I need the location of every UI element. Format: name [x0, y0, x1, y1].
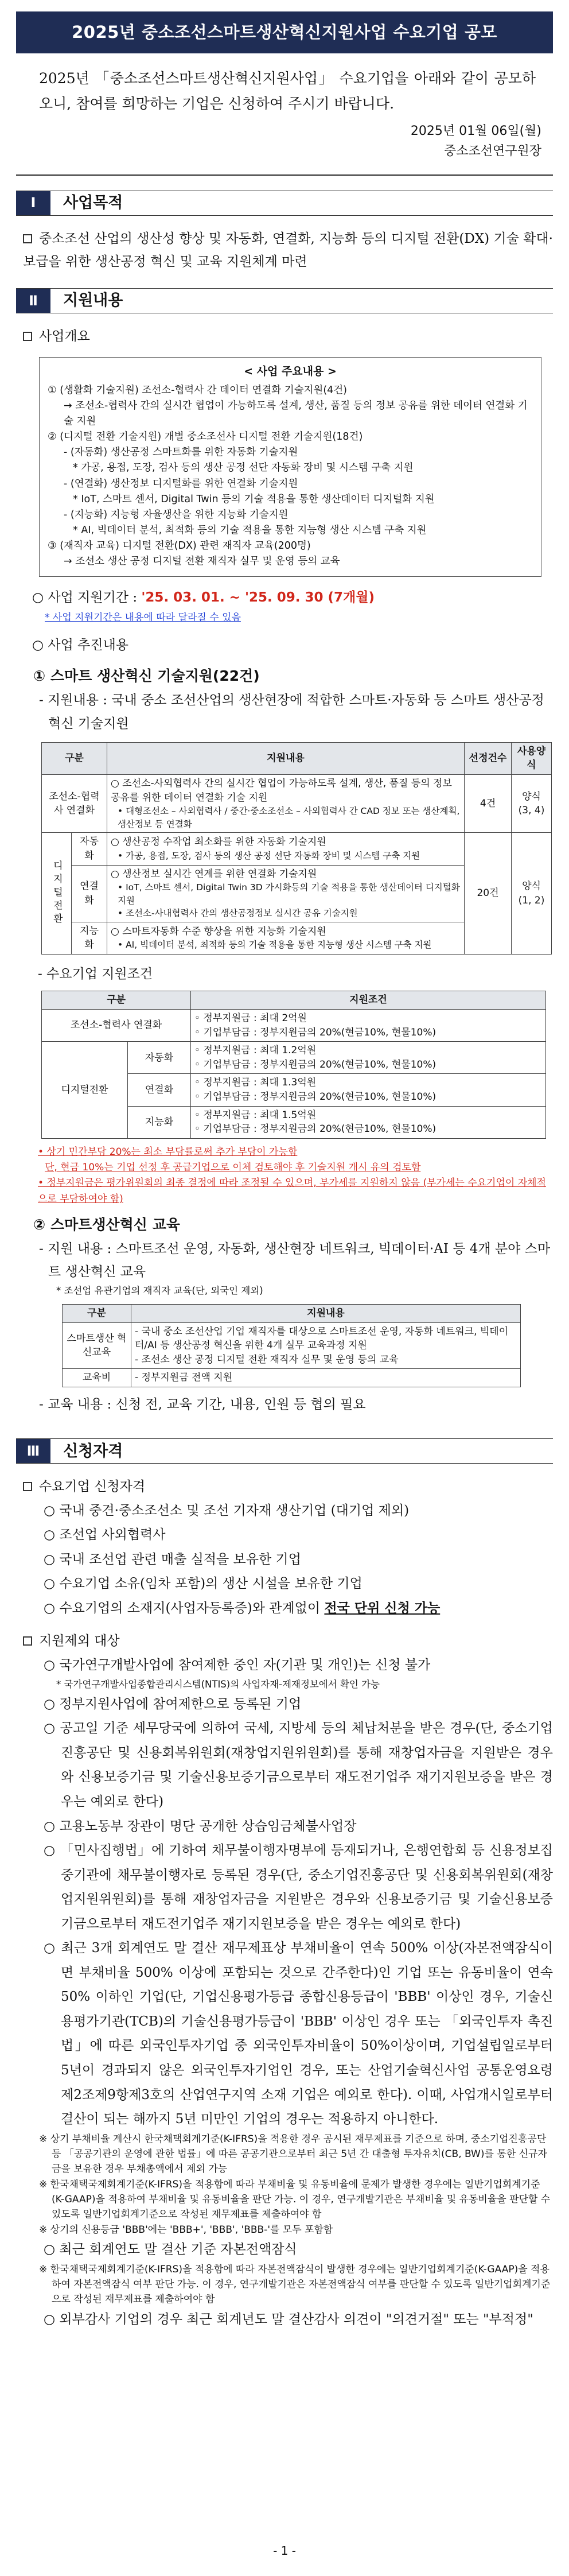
announce-org: 중소조선연구원장 — [443, 143, 541, 158]
conditions-heading: - 수요기업 지원조건 — [38, 966, 153, 981]
circle-bullet-icon: ○ — [44, 1657, 60, 1673]
support-note: 단, 현금 10%는 기업 선정 후 공급기업으로 이체 검토해야 후 기술지원 개시 유의 검토함 — [45, 1162, 421, 1174]
table-row — [42, 1009, 546, 1041]
item1-desc: - 지원내용 : 국내 중소 조선산업의 생산현장에 적합한 스마트·자동화 등 스마트 생산공정 혁신 기술지원 — [39, 693, 544, 731]
table-header: 구분 — [63, 1304, 131, 1322]
period-note: * 사업 지원기간은 내용에 따라 달라질 수 있음 — [45, 611, 241, 623]
summary-line: - (지능화) 지능형 자율생산을 위한 지능화 기술지원 — [64, 509, 289, 521]
section-title: 사업목적 — [63, 193, 123, 212]
summary-line: * 가공, 용접, 도장, 검사 등의 생산 공정 선단 자동화 장비 및 시스템 구축 지원 — [73, 462, 414, 474]
period-line: ○ 사업 지원기간 : '25. 03. 01. ~ '25. 09. 30 (7개월) — [32, 590, 375, 606]
exclusion-item: ○ 최근 회계연도 말 결산 기준 자본전액잠식 — [44, 2242, 297, 2257]
cell-line: ○ 스마트자동화 수준 향상을 위한 지능화 기술지원 — [111, 925, 326, 937]
eligibility-highlight: 전국 단위 신청 가능 — [324, 1600, 441, 1616]
summary-line: * AI, 빅데이터 분석, 최적화 등의 기술 적용을 통한 지능형 생산 시스템 구축 지원 — [73, 524, 427, 536]
cell-line: • 대형조선소 – 사외협력사 / 중간·중소조선소 – 사외협력사 간 CAD 정보 또는 생산계획, 생산정보 등 연결화 — [118, 806, 460, 829]
summary-line: ② (디지털 전환 기술지원) 개별 중소조선사 디지털 전환 기술지원(18건) — [48, 431, 363, 443]
summary-line: - (자동화) 생산공정 스마트화를 위한 자동화 기술지원 — [64, 447, 298, 459]
table-cell: 스마트생산 혁신교육 — [63, 1322, 131, 1369]
summary-line: ① (생활화 기술지원) 조선소-협력사 간 데이터 연결화 기술지원(4건) — [48, 384, 348, 396]
table-header-row — [42, 742, 552, 774]
exclusion-heading: 지원제외 대상 — [16, 1630, 553, 1652]
cell-line: ◦ 정부지원금 : 최대 1.2억원 — [194, 1045, 317, 1057]
table-cell: 지능화 — [128, 1106, 191, 1138]
item2-desc: - 지원 내용 : 스마트조선 운영, 자동화, 생산현장 네트워크, 빅데이터·AI 등 4개 분야 스마트 생산혁신 교육 — [39, 1241, 551, 1280]
circle-bullet-icon: ○ — [44, 1600, 60, 1616]
table-cell: 양식 (3, 4) — [512, 775, 552, 833]
cell-line: ○ 조선소-사외협력사 간의 실시간 협업이 가능하도록 설계, 생산, 품질 등의 정보 공유를 위한 데이터 연결화 기술 지원 — [111, 778, 452, 804]
table-cell — [131, 1369, 521, 1387]
circle-bullet-icon: ○ — [44, 1843, 60, 1859]
summary-heading: < 사업 주요내용 > — [244, 365, 337, 378]
table-cell: 4건 — [465, 775, 512, 833]
eligibility-heading: 수요기업 신청자격 — [16, 1475, 553, 1498]
circle-bullet-icon: ○ — [44, 1576, 60, 1592]
table-row — [42, 775, 552, 833]
reference-note: ※ 상기의 신용등급 'BBB'에는 'BBB+', 'BBB', 'BBB-'를 모두 포함함 — [39, 2224, 333, 2236]
exclusion-item: ○ 국가연구개발사업에 참여제한 중인 자(기관 및 개인)는 신청 불가 — [44, 1657, 431, 1673]
exclusion-item: ○ 고용노동부 장관이 명단 공개한 상습임금체불사업장 — [44, 1818, 357, 1834]
table-cell: 지능화 — [72, 922, 107, 954]
circle-bullet-icon: ○ — [44, 1527, 60, 1543]
section-number: Ⅰ — [16, 191, 50, 215]
square-bullet-icon — [23, 234, 32, 243]
cell-line: ◦ 기업부담금 : 정부지원금의 20%(현금10%, 현물10%) — [194, 1091, 437, 1103]
cell-line: ◦ 기업부담금 : 정부지원금의 20%(현금10%, 현물10%) — [194, 1026, 437, 1038]
section-title: 신청자격 — [63, 1442, 123, 1460]
table-header: 사용양식 — [512, 742, 552, 774]
intro-text: 2025년 「중소조선스마트생산혁신지원사업」 수요기업을 아래와 같이 공모하오니, 참여를 희망하는 기업은 신청하여 주시기 바랍니다. — [39, 69, 536, 112]
reference-note: ※ 한국채택국제회계기준(K-IFRS)을 적용함에 따라 자본전액잠식이 발생한 경우에는 일반기업회계기준(K-GAAP)을 적용하여 자본전액잠식 여부 판단 가능. 이 경우, 연구개발기관은 자본전액잠식 여부를 판단할 수 있도록 일반기업회계기준으로 작성된 재무제표를 제출하여야 함 — [39, 2263, 551, 2306]
cell-line: • 조선소-사내협력사 간의 생산공정정보 실시간 공유 기술지원 — [118, 908, 358, 919]
circle-bullet-icon: ○ — [44, 1721, 60, 1736]
circle-bullet-icon: ○ — [44, 1818, 60, 1834]
circle-bullet-icon: ○ — [44, 1941, 61, 1956]
cell-line: ◦ 정부지원금 : 최대 1.5억원 — [194, 1109, 317, 1121]
section-number: Ⅲ — [16, 1439, 50, 1463]
circle-bullet-icon: ○ — [44, 1696, 60, 1712]
cell-line: • 가공, 용접, 도장, 검사 등의 생산 공정 선단 자동화 장비 및 시스템 구축 지원 — [118, 851, 420, 861]
section-header-purpose — [16, 191, 553, 216]
table-row — [42, 1042, 546, 1074]
circle-bullet-icon: ○ — [44, 2242, 60, 2257]
table-cell — [191, 1009, 546, 1041]
conditions-table — [41, 991, 546, 1139]
item2-note: * 조선업 유관기업의 재직자 교육(단, 외국인 제외) — [56, 1285, 263, 1297]
item2-content: - 교육 내용 : 신청 전, 교육 기간, 내용, 인원 등 협의 필요 — [39, 1397, 366, 1413]
summary-line: - (연결화) 생산정보 디지털화를 위한 연결화 기술지원 — [64, 478, 298, 490]
table-cell: 자동화 — [72, 833, 107, 865]
table-row — [63, 1322, 521, 1369]
section-header-eligibility — [16, 1438, 553, 1464]
eligibility-item: ○ 수요기업 소유(임차 포함)의 생산 시설을 보유한 기업 — [44, 1576, 363, 1592]
cell-line: - 국내 중소 조선산업 기업 재직자를 대상으로 스마트조선 운영, 자동화 네트워크, 빅데이터/AI 등 생산공정 혁신을 위한 4개 실무 교육과정 지원 — [135, 1325, 509, 1352]
announce-date: 2025년 01월 06일(월) — [410, 124, 541, 139]
section-title: 지원내용 — [63, 292, 123, 310]
cell-line: ◦ 정부지원금 : 최대 1.3억원 — [194, 1077, 317, 1089]
exclusion-note: * 국가연구개발사업종합관리시스템(NTIS)의 사업자재-제재정보에서 확인 가능 — [56, 1679, 380, 1690]
table-cell — [107, 922, 465, 954]
eligibility-item: ○ 국내 조선업 관련 매출 실적을 보유한 기업 — [44, 1551, 301, 1567]
summary-line: ③ (재직자 교육) 디지털 전환(DX) 관련 재직자 교육(200명) — [48, 540, 311, 552]
circle-bullet-icon: ○ — [32, 590, 48, 606]
cell-line: ◦ 기업부담금 : 정부지원금의 20%(현금10%, 현물10%) — [194, 1058, 437, 1070]
section-number: Ⅱ — [16, 289, 50, 313]
divider — [16, 174, 553, 176]
table-header: 지원내용 — [131, 1304, 521, 1322]
table-row — [63, 1369, 521, 1387]
promo-heading: ○ 사업 추진내용 — [32, 637, 129, 653]
table-cell: 연결화 — [128, 1074, 191, 1106]
exclusion-item: ○ 외부감사 기업의 경우 최근 회계년도 말 결산감사 의견이 "의견거절" 또는 "부적정" — [44, 2311, 533, 2327]
summary-line: * IoT, 스마트 센서, Digital Twin 등의 기술 적용을 통한 생산데이터 디지털화 지원 — [73, 493, 435, 505]
table-header-row — [42, 991, 546, 1010]
summary-line: → 조선소-협력사 간의 실시간 협업이 가능하도록 설계, 생산, 품질 등의 정보 공유를 위한 데이터 연결화 기술 지원 — [64, 399, 528, 428]
table-cell: 조선소-협력사 연결화 — [42, 1009, 191, 1041]
table-cell — [131, 1322, 521, 1369]
table-cell — [107, 833, 465, 865]
circle-bullet-icon: ○ — [32, 637, 48, 653]
education-table — [62, 1304, 521, 1387]
period-value: '25. 03. 01. ~ '25. 09. 30 (7개월) — [141, 590, 375, 606]
table-cell — [107, 775, 465, 833]
purpose-item — [16, 227, 553, 274]
table-cell — [191, 1042, 546, 1074]
summary-box — [39, 357, 541, 577]
table-header-row — [63, 1304, 521, 1322]
page-number: - 1 - — [273, 2544, 296, 2558]
cell-line: • IoT, 스마트 센서, Digital Twin 3D 가시화등의 기술 적용을 통한 생산데이터 디지털화 지원 — [118, 882, 460, 906]
eligibility-item: ○ 조선업 사외협력사 — [44, 1527, 166, 1543]
circle-bullet-icon: ○ — [44, 2311, 60, 2327]
table-cell: 디지털전환 — [42, 1042, 128, 1139]
table-cell: 교육비 — [63, 1369, 131, 1387]
table-cell: 20건 — [465, 833, 512, 955]
support-note: • 상기 민간부담 20%는 최소 부담률로써 추가 부담이 가능함 — [38, 1146, 298, 1158]
item2-title: ② 스마트생산혁신 교육 — [33, 1216, 180, 1233]
circle-bullet-icon: ○ — [44, 1551, 60, 1567]
cell-line: • AI, 빅데이터 분석, 최적화 등의 기술 적용을 통한 지능형 생산 시스템 구축 지원 — [118, 940, 432, 951]
overview-heading: 사업개요 — [16, 325, 553, 348]
item1-title: ① 스마트 생산혁신 기술지원(22건) — [33, 668, 260, 685]
square-bullet-icon — [23, 332, 32, 341]
section-header-support — [16, 288, 553, 313]
table-cell: 양식 (1, 2) — [512, 833, 552, 955]
exclusion-item: ○ 최근 3개 회계연도 말 결산 재무제표상 부채비율이 연속 500% 이상(자본전액잠식이면 부채비율 500% 이상에 포함되는 것으로 간주한다)인 기업 또는 유동비율이 연속 50% 이하인 기업(단, 기업신용평가등급 종합신용등급이 'BBB' 이상인 경우, 기술신용평가기관(TCB)의 기술신용평가등급이 'BBB' 이상인 경우 또는 「외국인투자 촉진법」에 따른 외국인투자기업 중 외국인투자비율이 50%이상이며, 기업설립일로부터 5년이 경과되지 않은 외국인투자기업인 경우, 또는 산업기술혁신사업 공통운영요령 제2조제9항제3호의 산업연구지역 소재 기업은 예외로 한다). 이때, 사업개시일로부터 결산이 되는 해까지 5년 미만인 기업의 경우는 적용하지 아니한다. — [44, 1941, 553, 2127]
table-header: 지원내용 — [107, 742, 465, 774]
exclusion-item: ○ 공고일 기준 세무당국에 의하여 국세, 지방세 등의 체납처분을 받은 경우(단, 중소기업진흥공단 및 신용회복위원회(재창업지원위원회)를 통해 재창업자금을 지원받은 경우와 신용보증기금 및 기술신용보증기금으로부터 재도전기업주 재기지원보증을 받은 경우는 예외로 한다) — [44, 1721, 553, 1809]
table-cell: 연결화 — [72, 865, 107, 922]
page-title: 2025년 중소조선스마트생산혁신지원사업 수요기업 공모 — [16, 11, 553, 53]
table-cell: 자동화 — [128, 1042, 191, 1074]
table-header: 지원조건 — [191, 991, 546, 1010]
table-header: 선정건수 — [465, 742, 512, 774]
circle-bullet-icon: ○ — [44, 1503, 60, 1518]
square-bullet-icon — [23, 1482, 32, 1491]
exclusion-item: ○ 「민사집행법」에 기하여 채무불이행자명부에 등재되거나, 은행연합회 등 신용정보집중기관에 채무불이행자로 등록된 경우(단, 중소기업진흥공단 및 신용회복위원회(재창업지원위원회)를 통해 재창업자금을 지원받은 경우와 신용보증기금 및 기술신용보증기금으로부터 재도전기업주 재기지원보증을 받은 경우는 예외로 한다) — [44, 1843, 553, 1931]
reference-note: ※ 상기 부채비율 계산시 한국채택회계기준(K-IFRS)을 적용한 경우 공시된 재무제표를 기준으로 하며, 중소기업진흥공단 등 「공공기관의 운영에 관한 법률」에 따른 공공기관으로부터 최근 5년 간 대출형 투자유치(CB, BW)를 통한 신규자금을 보유한 경우 부채총액에서 제외 가능 — [39, 2133, 547, 2175]
table-cell — [191, 1074, 546, 1106]
eligibility-item: ○ 국내 중견·중소조선소 및 조선 기자재 생산기업 (대기업 제외) — [44, 1503, 410, 1518]
square-bullet-icon — [23, 1636, 32, 1646]
table-cell — [107, 865, 465, 922]
eligibility-item: ○ 수요기업의 소재지(사업자등록증)와 관계없이 전국 단위 신청 가능 — [44, 1600, 441, 1616]
cell-line: - 정부지원금 전액 지원 — [135, 1372, 233, 1384]
cell-line: ○ 생산정보 실시간 연계를 위한 연결화 기술지원 — [111, 868, 317, 880]
cell-line: ◦ 기업부담금 : 정부지원금의 20%(현금10%, 현물10%) — [194, 1123, 437, 1135]
table-header: 구분 — [42, 991, 191, 1010]
table-cell: 조선소-협력사 연결화 — [42, 775, 107, 833]
table-header: 구분 — [42, 742, 107, 774]
purpose-text: 중소조선 산업의 생산성 향상 및 자동화, 연결화, 지능화 등의 디지털 전환(DX) 기술 확대·보급을 위한 생산공정 혁신 및 교육 지원체계 마련 — [23, 231, 553, 269]
reference-note: ※ 한국채택국제회계기준(K-IFRS)을 적용함에 따라 부채비율 및 유동비율에 문제가 발생한 경우에는 일반기업회계기준(K-GAAP)을 적용하여 부채비율 및 유동비율을 판단 가능. 이 경우, 연구개발기관은 부채비율 및 유동비율을 판단할 수 있도록 일반기업회계기준으로 작성된 재무제표를 제출하여야 함 — [39, 2178, 551, 2221]
table-cell: 디지털전환 — [42, 833, 72, 955]
cell-line: ○ 생산공정 수작업 최소화를 위한 자동화 기술지원 — [111, 836, 326, 848]
support-note: • 정부지원금은 평가위원회의 최종 결정에 따라 조정될 수 있으며, 부가세를 지원하지 않음 (부가세는 수요기업이 자체적으로 부담하여야 함) — [38, 1177, 546, 1205]
summary-line: → 조선소 생산 공정 디지털 전환 재직자 실무 및 운영 등의 교육 — [64, 556, 340, 568]
cell-line: ◦ 정부지원금 : 최대 2억원 — [194, 1012, 307, 1024]
support-table — [41, 742, 552, 955]
table-row — [42, 833, 552, 865]
cell-line: - 조선소 생산 공정 디지털 전환 재직자 실무 및 운영 등의 교육 — [135, 1353, 399, 1365]
table-cell — [191, 1106, 546, 1138]
exclusion-item: ○ 정부지원사업에 참여제한으로 등록된 기업 — [44, 1696, 302, 1712]
